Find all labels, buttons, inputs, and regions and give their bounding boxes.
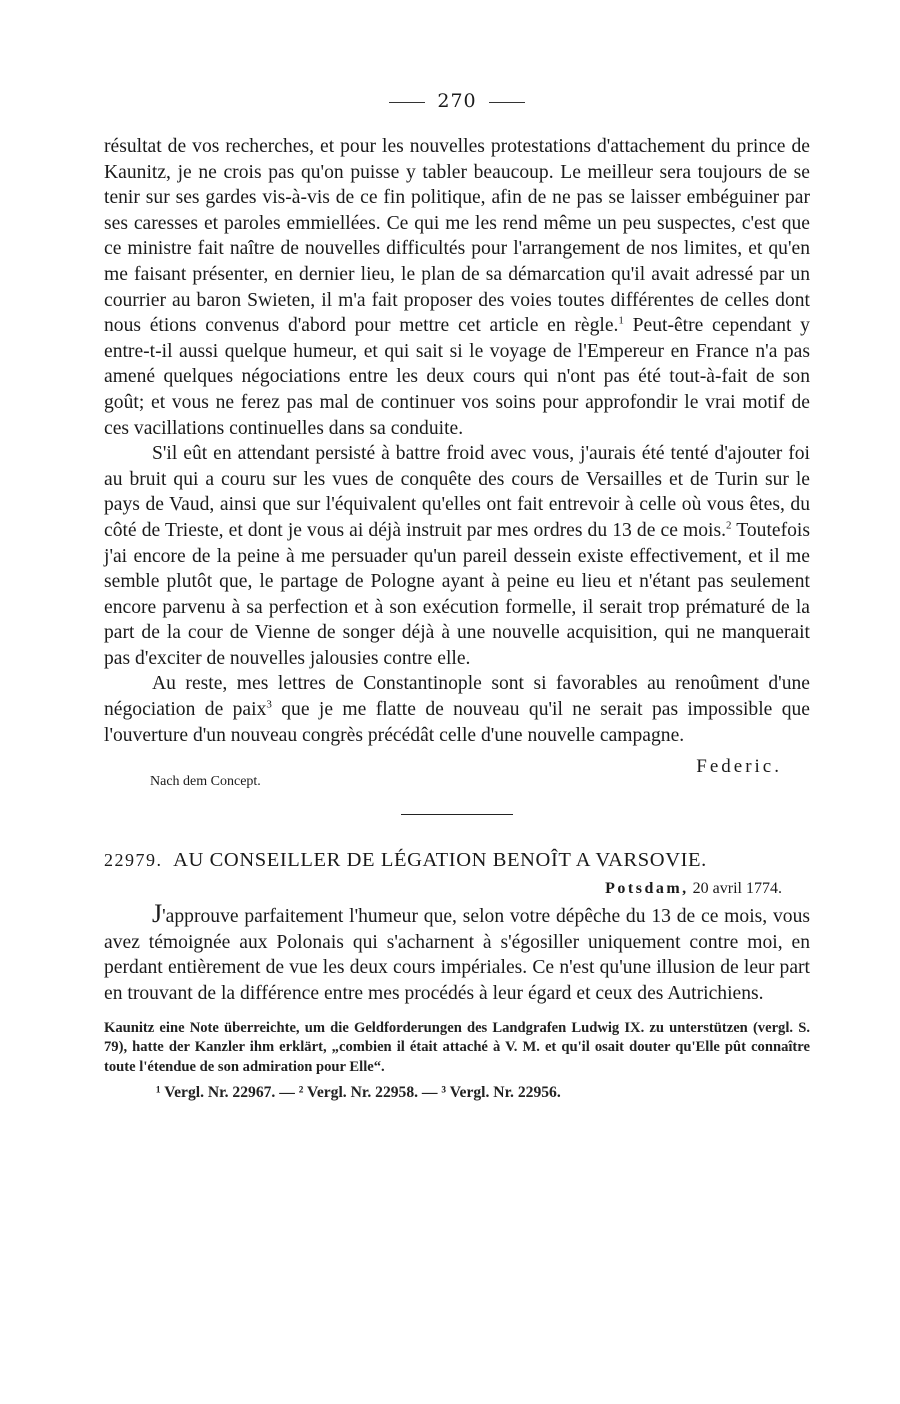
drop-initial: J <box>152 899 163 929</box>
header-rule-left <box>389 102 425 103</box>
dateline <box>104 880 810 898</box>
dateline-place: Potsdam, <box>605 880 689 898</box>
paragraph-text: Peut-être cependant y entre-t-il aussi quelque humeur, et qui sait si le voyage de l'Empereur en France n'a pas amené quelques négociations entre les deux cours qui n'ont pas été tout-à-fait de son goût; et vous ne ferez pas mal de continuer vos soins pour approfondir le vrai motif de ces vacillations continuelles dans sa conduite. <box>104 315 810 439</box>
page-header <box>104 88 810 114</box>
paragraph-text: Toutefois j'ai encore de la peine à me persuader qu'un pareil dessein existe effectivement, et il me semble plutôt que, le partage de Pologne ayant à peine eu lieu et n'étant pas seulement encore parvenu à sa perfection et à son exécution formelle, il serait trop prématuré de la part de la cour de Vienne de songer déjà à une nouvelle acquisition, qui ne manquerait pas d'exciter de nouvelles jalousies contre elle. <box>104 519 810 669</box>
section-divider <box>401 814 513 815</box>
source-note: Nach dem Concept. <box>150 774 261 790</box>
paragraph-text: S'il eût en attendant persisté à battre froid avec vous, j'aurais été tenté d'ajouter foi au bruit qui a couru sur les vues de conquête des cours de Versailles et de Turin sur le pays de Vaud, ainsi que sur l'équivalent qu'elles ont fait entrevoir à celle où vous êtes, du côté de Trieste, et dont je vous ai déjà instruit par mes ordres du 13 de ce mois. <box>104 443 810 541</box>
dateline-date: 20 avril 1774. <box>692 880 782 898</box>
letter-paragraph-1 <box>104 134 810 441</box>
letter-heading <box>104 849 810 872</box>
footnote-marker: 1 <box>618 314 624 327</box>
document-page <box>104 88 810 1102</box>
footnote-continued: Kaunitz eine Note überreichte, um die Geldforderungen des Landgrafen Ludwig IX. zu unterstützen (vergl. S. 79), hatte der Kanzler ihm erklärt, „combien il était attaché à V. M. et qu'il osait douter qu'Elle pût connaître toute l'étendue de son admiration pour Elle“. <box>104 1019 810 1076</box>
page-number: 270 <box>437 90 477 112</box>
letter-paragraph-2 <box>104 441 810 671</box>
letter-closing <box>104 748 810 798</box>
signature: Federic. <box>696 756 782 778</box>
paragraph-text: résultat de vos recherches, et pour les nouvelles protestations d'attachement du prince de Kaunitz, je ne crois pas qu'on puisse y tabler beaucoup. Le meilleur sera toujours de se tenir sur ses gardes vis-à-vis de ce fin politique, afin de ne pas se laisser embéguiner par ses caresses et paroles emmiellées. Ce qui me les rend même un peu suspectes, c'est que ce ministre fait naître de nouvelles difficultés pour l'arrangement de nos limites, et qu'en me faisant présenter, en dernier lieu, le plan de sa démarcation qu'il avait adressé par un courrier au baron Swieten, il m'a fait proposer des voies toutes différentes de celles dont nous étions convenus d'abord pour mettre cet article en règle. <box>104 136 810 337</box>
letter-paragraph-3 <box>104 671 810 748</box>
paragraph-text: 'approuve parfaitement l'humeur que, selon votre dépêche du 13 de ce mois, vous avez témoignée aux Polonais qui s'acharnent à s'égosiller uniquement contre moi, en perdant entièrement de vue les deux cours impériales. Ce n'est qu'une illusion de leur part en trouvant de la différence entre mes procédés à leur égard et ceux des Autrichiens. <box>104 906 810 1005</box>
paragraph-text: que je me flatte de nouveau qu'il ne serait pas impossible que l'ouverture d'un nouveau congrès précédât celle d'une nouvelle campagne. <box>104 699 810 746</box>
header-rule-right <box>489 102 525 103</box>
footnote-references: ¹ Vergl. Nr. 22967. — ² Vergl. Nr. 22958. — ³ Vergl. Nr. 22956. <box>156 1084 561 1102</box>
footnote-marker: 3 <box>266 698 272 711</box>
paragraph-text: Au reste, mes lettres de Constantinople sont si favorables au renoûment d'une négociation de paix <box>104 673 810 721</box>
letter-body <box>104 899 810 1006</box>
footnote-marker: 2 <box>726 519 732 532</box>
letter-title: AU CONSEILLER DE LÉGATION BENOÎT A VARSOVIE. <box>173 849 707 872</box>
letter-number: 22979. <box>104 850 163 871</box>
